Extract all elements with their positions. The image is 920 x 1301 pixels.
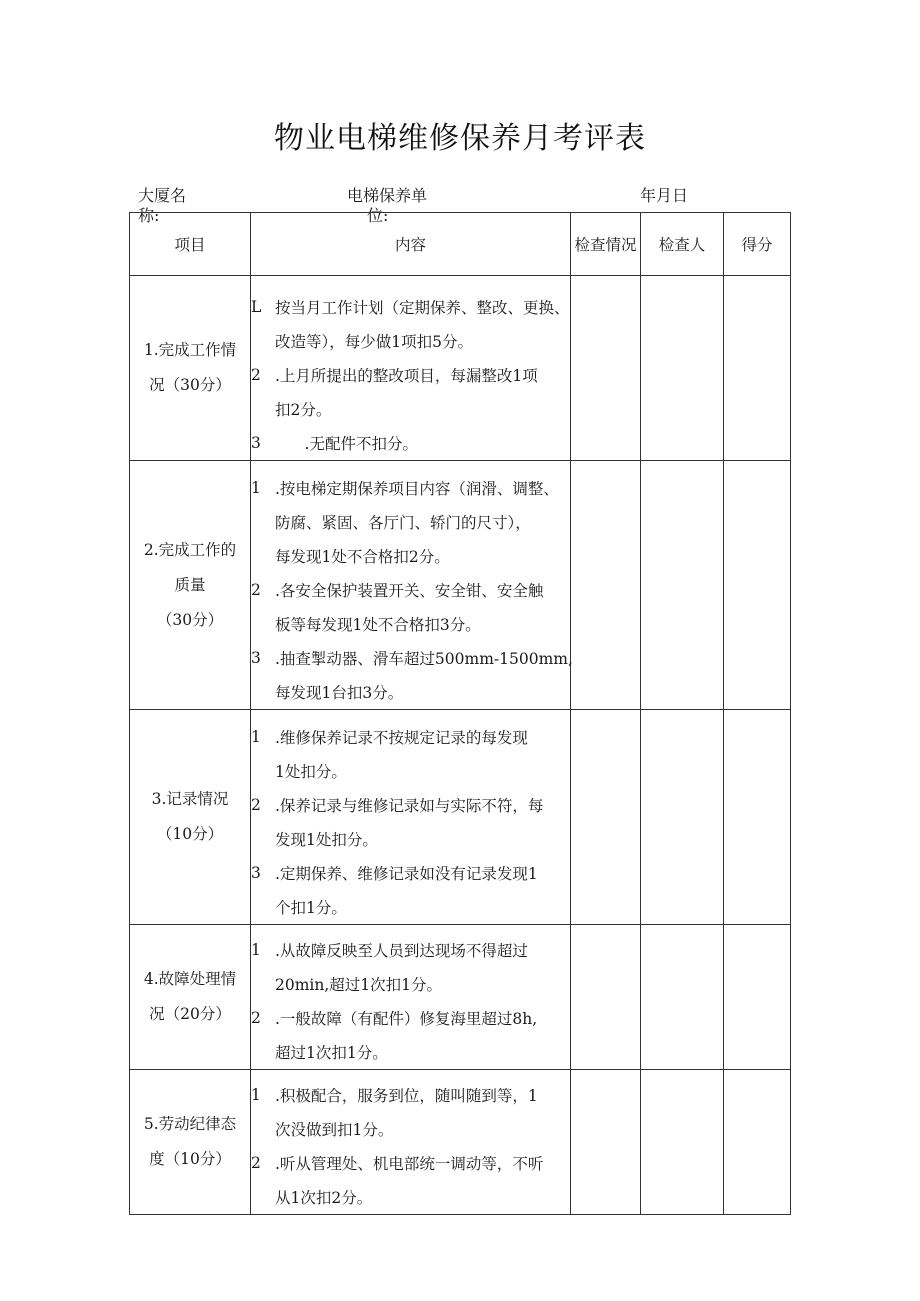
building-name-label-line2: 称: [138,206,160,225]
score-cell[interactable] [724,925,791,1070]
content-line-text: 从1次扣2分。 [275,1189,373,1207]
evaluation-table [129,212,791,1215]
content-line-text: .从故障反映至人员到达现场不得超过 [275,942,528,960]
content-line [251,505,570,539]
item-line: 5.劳动纪律态 [143,1115,237,1133]
maintenance-unit-label-line2: 位: [367,206,389,225]
header-item: 项目 [130,213,251,276]
header-score: 得分 [724,213,791,276]
content-line-text: .各安全保护装置开关、安全钳、安全触 [275,582,544,600]
content-line-text: .保养记录与维修记录如与实际不符，每 [275,797,544,815]
score-cell[interactable] [724,461,791,710]
content-line [251,392,570,426]
content-line-text: .积极配合，服务到位，随叫随到等，1 [275,1087,538,1105]
content-line [251,1035,570,1069]
content-line-text: .无配件不扣分。 [275,435,418,453]
item-cell [130,925,251,1070]
content-line [251,607,570,641]
check-status-cell[interactable] [571,710,641,925]
date-label: 年月日 [640,186,689,205]
header-row [130,213,791,276]
content-line-text: 扣2分。 [275,401,332,419]
content-line [251,1001,570,1035]
item-cell [130,276,251,461]
content-cell [251,1070,571,1215]
content-line-text: .维修保养记录不按规定记录的每发现 [275,729,528,747]
content-line-number: 2 [251,1154,261,1172]
content-line [251,324,570,358]
content-line [251,856,570,890]
score-cell[interactable] [724,710,791,925]
content-line [251,471,570,505]
content-line [251,1180,570,1214]
content-line-number: 1 [251,1086,261,1104]
content-line-text: 发现1处扣分。 [275,831,378,849]
content-line [251,1146,570,1180]
content-line-number: 3 [251,864,261,882]
check-status-cell[interactable] [571,1070,641,1215]
inspector-cell[interactable] [641,710,724,925]
content-line [251,1078,570,1112]
content-line-text: .一般故障（有配件）修复海里超过8h, [275,1010,538,1028]
content-line-text: 个扣1分。 [275,899,347,917]
content-line [251,290,570,324]
content-line [251,720,570,754]
content-line-text: 防腐、紧固、各厅门、轿门的尺寸）， [275,514,531,532]
content-line-text: 板等每发现1处不合格扣3分。 [275,616,481,634]
score-cell[interactable] [724,276,791,461]
content-line-text: 超过1次扣1分。 [275,1044,388,1062]
inspector-cell[interactable] [641,925,724,1070]
content-line-number: 1 [251,728,261,746]
check-status-cell[interactable] [571,925,641,1070]
content-line-text: 20min,超过1次扣1分。 [275,976,443,994]
item-cell [130,710,251,925]
content-line [251,754,570,788]
table-row [130,276,791,461]
content-line-text: 每发现1处不合格扣2分。 [275,548,450,566]
content-line-number: L [251,298,262,316]
content-line-text: .上月所提出的整改项目，每漏整改1项 [275,367,538,385]
content-line-number: 2 [251,1009,261,1027]
content-line-number: 1 [251,479,261,497]
content-cell [251,461,571,710]
content-line-text: 每发现1台扣3分。 [275,684,404,702]
content-line [251,641,573,675]
building-name-label-line1: 大厦名 [138,186,187,205]
header-content: 内容 [251,213,571,276]
content-line-text: 次没做到扣1分。 [275,1121,394,1139]
content-line-number: 2 [251,796,261,814]
item-line: 况（30分） [149,376,231,394]
content-line [251,573,570,607]
content-line [251,426,570,460]
content-line-text: .听从管理处、机电部统一调动等，不听 [275,1155,544,1173]
content-line-text: 改造等），每少做1项扣5分。 [275,333,473,351]
content-cell [251,276,571,461]
content-line [251,675,570,709]
content-line [251,788,570,822]
maintenance-unit-label-line1: 电梯保养单 [347,186,428,205]
table-row [130,1070,791,1215]
item-line: 况（20分） [149,1005,231,1023]
item-line: 3.记录情况 [151,790,229,808]
content-line-number: 3 [251,434,261,452]
item-line: 质量 [174,575,206,594]
content-cell [251,710,571,925]
inspector-cell[interactable] [641,1070,724,1215]
check-status-cell[interactable] [571,461,641,710]
item-cell [130,461,251,710]
item-line: 度（10分） [149,1150,231,1168]
check-status-cell[interactable] [571,276,641,461]
content-line [251,933,570,967]
table-row [130,925,791,1070]
table-row [130,710,791,925]
content-line [251,890,570,924]
content-line-number: 1 [251,941,261,959]
inspector-cell[interactable] [641,461,724,710]
content-line-text: .定期保养、维修记录如没有记录发现1 [275,865,538,883]
content-line-number: 3 [251,649,261,667]
table-row [130,461,791,710]
form-title: 物业电梯维修保养月考评表 [274,121,646,156]
content-line-text: 按当月工作计划（定期保养、整改、更换、 [275,299,570,317]
content-line [251,822,570,856]
content-line-number: 2 [251,581,261,599]
item-cell [130,1070,251,1215]
score-cell[interactable] [724,1070,791,1215]
content-line [251,539,570,573]
item-line: 1.完成工作情 [143,341,237,359]
header-inspector: 检查人 [641,213,724,276]
content-line-text: 1处扣分。 [275,763,347,781]
content-line [251,967,570,1001]
content-line-text: .按电梯定期保养项目内容（润滑、调整、 [275,480,559,498]
content-line-text: .抽查掣动器、滑车超过500mm-1500mm, [275,650,573,668]
item-line: 2.完成工作的 [143,540,237,559]
item-line: （30分） [156,610,224,629]
content-line [251,358,570,392]
inspector-cell[interactable] [641,276,724,461]
item-line: （10分） [156,825,224,843]
content-line-number: 2 [251,366,261,384]
header-check-status: 检查情况 [571,213,641,276]
content-cell [251,925,571,1070]
item-line: 4.故障处理情 [143,970,237,988]
content-line [251,1112,570,1146]
